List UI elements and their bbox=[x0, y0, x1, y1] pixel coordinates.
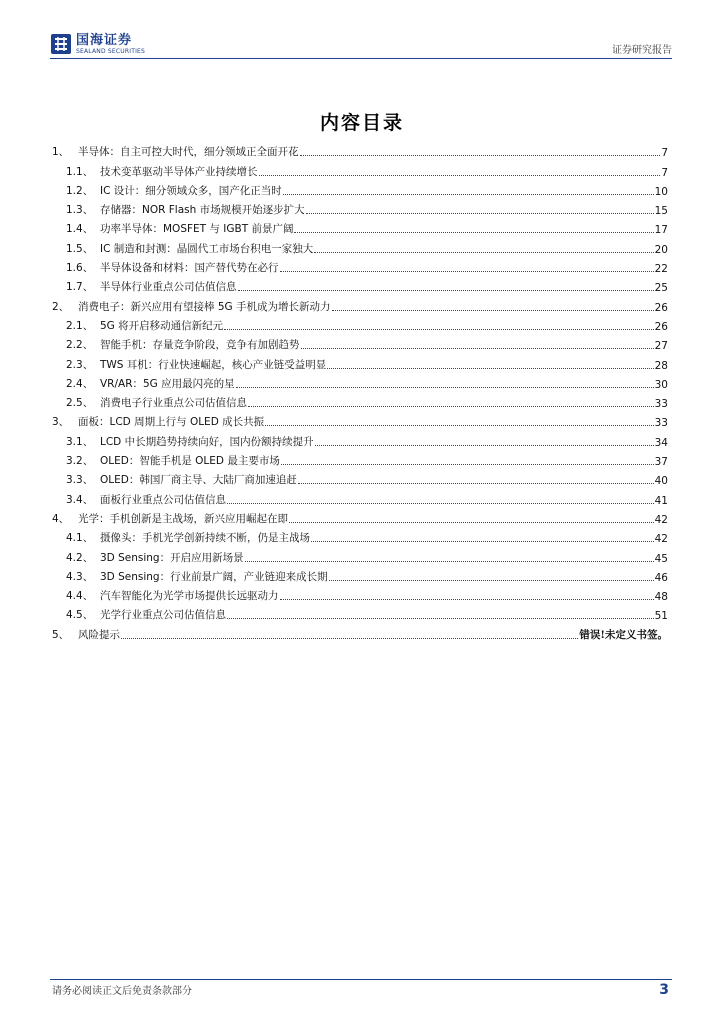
toc-entry-number: 3.1、 bbox=[66, 435, 94, 448]
toc-entry[interactable] bbox=[52, 294, 668, 313]
toc-entry-number: 2、 bbox=[52, 300, 70, 313]
toc-entry-number: 2.2、 bbox=[66, 339, 94, 352]
toc-dot-leader bbox=[311, 541, 654, 542]
toc-dot-leader bbox=[306, 213, 654, 214]
toc-entry-page[interactable]: 26 bbox=[654, 301, 668, 314]
toc-entry-page[interactable]: 41 bbox=[654, 494, 668, 507]
toc-entry-number: 2.3、 bbox=[66, 358, 94, 371]
company-logo bbox=[50, 33, 145, 55]
toc-entry-page[interactable]: 46 bbox=[654, 571, 668, 584]
toc-entry-number: 2.4、 bbox=[66, 377, 94, 390]
toc-entry-title[interactable]: 3D Sensing：行业前景广阔，产业链迎来成长期 bbox=[100, 570, 328, 583]
toc-dot-leader bbox=[280, 271, 654, 272]
sealand-logo-icon bbox=[50, 33, 72, 55]
toc-entry[interactable] bbox=[52, 449, 668, 468]
toc-entry-title[interactable]: 汽车智能化为光学市场提供长远驱动力 bbox=[100, 590, 279, 603]
page-header bbox=[50, 30, 672, 60]
toc-entry-page[interactable]: 42 bbox=[654, 533, 668, 546]
toc-entry-title[interactable]: 光学：手机创新是主战场，新兴应用崛起在即 bbox=[78, 512, 288, 525]
toc-entry-title[interactable]: 3D Sensing：开启应用新场景 bbox=[100, 551, 244, 564]
toc-entry-title[interactable]: 面板行业重点公司估值信息 bbox=[100, 493, 226, 506]
toc-entry-page[interactable]: 40 bbox=[654, 475, 668, 488]
toc-entry-page[interactable]: 33 bbox=[654, 398, 668, 411]
toc-dot-leader bbox=[298, 483, 654, 484]
report-type-label: 证券研究报告 bbox=[612, 45, 672, 56]
toc-entry[interactable] bbox=[52, 159, 668, 178]
toc-dot-leader bbox=[283, 194, 654, 195]
toc-entry[interactable] bbox=[52, 584, 668, 603]
toc-entry-number: 1.1、 bbox=[66, 165, 94, 178]
toc-dot-leader bbox=[300, 155, 661, 156]
toc-dot-leader bbox=[227, 618, 654, 619]
toc-entry-page[interactable]: 7 bbox=[661, 147, 668, 160]
toc-entry[interactable] bbox=[52, 314, 668, 333]
toc-entry-number: 3.3、 bbox=[66, 474, 94, 487]
toc-entry-title[interactable]: 半导体：自主可控大时代，细分领域正全面开花 bbox=[78, 146, 299, 159]
toc-entry-page[interactable]: 20 bbox=[654, 243, 668, 256]
toc-entry-page[interactable]: 48 bbox=[654, 591, 668, 604]
toc-dot-leader bbox=[236, 387, 654, 388]
toc-entry-page[interactable]: 37 bbox=[654, 456, 668, 469]
toc-entry[interactable] bbox=[52, 603, 668, 622]
toc-entry-title[interactable]: TWS 耳机：行业快速崛起，核心产业链受益明显 bbox=[100, 358, 327, 371]
toc-dot-leader bbox=[248, 406, 654, 407]
toc-entry-page[interactable]: 17 bbox=[654, 224, 668, 237]
toc-entry-number: 1.6、 bbox=[66, 262, 94, 275]
footer-divider bbox=[50, 979, 672, 980]
toc-entry-page[interactable]: 51 bbox=[654, 610, 668, 623]
toc-dot-leader bbox=[289, 522, 654, 523]
toc-dot-leader bbox=[327, 368, 653, 369]
toc-entry[interactable] bbox=[52, 333, 668, 352]
toc-entry-title[interactable]: 摄像头：手机光学创新持续不断，仍是主战场 bbox=[100, 532, 310, 545]
toc-entry[interactable] bbox=[52, 198, 668, 217]
toc-entry-number: 1.7、 bbox=[66, 281, 94, 294]
toc-entry-number: 1.5、 bbox=[66, 242, 94, 255]
toc-entry[interactable] bbox=[52, 487, 668, 506]
toc-entry-title[interactable]: 半导体行业重点公司估值信息 bbox=[100, 281, 237, 294]
toc-entry-title[interactable]: OLED：智能手机是 OLED 最主要市场 bbox=[100, 455, 280, 468]
toc-entry-title[interactable]: 面板：LCD 周期上行与 OLED 成长共振 bbox=[78, 416, 265, 429]
toc-entry-title[interactable]: 消费电子：新兴应用有望接棒 5G 手机成为增长新动力 bbox=[78, 300, 331, 313]
logo-english-name: SEALAND SECURITIES bbox=[76, 47, 146, 55]
toc-entry-number: 1、 bbox=[52, 146, 70, 159]
logo-chinese-name: 国海证券 bbox=[76, 32, 133, 48]
toc-entry-number: 4.4、 bbox=[66, 590, 94, 603]
toc-entry-page[interactable]: 10 bbox=[654, 185, 668, 198]
toc-dot-leader bbox=[224, 329, 653, 330]
toc-entry-number: 3.2、 bbox=[66, 455, 94, 468]
toc-dot-leader bbox=[294, 232, 653, 233]
toc-entry-page[interactable]: 42 bbox=[654, 513, 668, 526]
toc-dot-leader bbox=[281, 464, 654, 465]
toc-entry-title[interactable]: 技术变革驱动半导体产业持续增长 bbox=[100, 165, 258, 178]
toc-dot-leader bbox=[259, 175, 661, 176]
header-divider bbox=[50, 58, 672, 59]
toc-entry-number: 2.5、 bbox=[66, 397, 94, 410]
toc-entry-page[interactable]: 26 bbox=[654, 320, 668, 333]
toc-entry-page[interactable]: 45 bbox=[654, 552, 668, 565]
toc-dot-leader bbox=[332, 310, 654, 311]
toc-entry-number: 3.4、 bbox=[66, 493, 94, 506]
toc-dot-leader bbox=[280, 599, 654, 600]
toc-entry-title[interactable]: 半导体设备和材料：国产替代势在必行 bbox=[100, 262, 279, 275]
table-of-contents bbox=[52, 140, 668, 642]
toc-entry[interactable] bbox=[52, 507, 668, 526]
toc-entry-number: 4.3、 bbox=[66, 570, 94, 583]
toc-entry[interactable] bbox=[52, 410, 668, 429]
toc-entry-title[interactable]: 5G 将开启移动通信新纪元 bbox=[100, 319, 224, 332]
toc-entry[interactable] bbox=[52, 236, 668, 255]
toc-title: 内容目录 bbox=[319, 112, 404, 134]
toc-entry[interactable] bbox=[52, 372, 668, 391]
toc-entry-title[interactable]: 光学行业重点公司估值信息 bbox=[100, 609, 226, 622]
toc-entry-title[interactable]: 智能手机：存量竞争阶段，竞争有加剧趋势 bbox=[100, 339, 300, 352]
toc-dot-leader bbox=[315, 445, 654, 446]
toc-entry-page[interactable]: 错误!未定义书签。 bbox=[579, 628, 668, 641]
toc-entry-page[interactable]: 22 bbox=[654, 263, 668, 276]
toc-entry[interactable] bbox=[52, 352, 668, 371]
toc-entry-number: 5、 bbox=[52, 628, 70, 641]
toc-entry[interactable] bbox=[52, 565, 668, 584]
toc-entry-number: 4.2、 bbox=[66, 551, 94, 564]
toc-entry[interactable] bbox=[52, 526, 668, 545]
toc-entry-title[interactable]: 风险提示 bbox=[78, 628, 120, 641]
toc-entry-number: 4、 bbox=[52, 512, 70, 525]
toc-entry-title[interactable]: 消费电子行业重点公司估值信息 bbox=[100, 397, 247, 410]
toc-entry-title[interactable]: LCD 中长期趋势持续向好，国内份额持续提升 bbox=[100, 435, 314, 448]
toc-entry[interactable] bbox=[52, 429, 668, 448]
toc-entry-number: 3、 bbox=[52, 416, 70, 429]
toc-entry[interactable] bbox=[52, 468, 668, 487]
toc-entry[interactable] bbox=[52, 179, 668, 198]
toc-entry-page[interactable]: 15 bbox=[654, 205, 668, 218]
toc-entry-title[interactable]: IC 制造和封测：晶圆代工市场台积电一家独大 bbox=[100, 242, 314, 255]
toc-entry-page[interactable]: 27 bbox=[654, 340, 668, 353]
toc-dot-leader bbox=[301, 348, 654, 349]
toc-dot-leader bbox=[238, 290, 654, 291]
toc-entry[interactable] bbox=[52, 256, 668, 275]
toc-entry-page[interactable]: 34 bbox=[654, 436, 668, 449]
toc-entry[interactable] bbox=[52, 545, 668, 564]
toc-entry-title[interactable]: VR/AR：5G 应用最闪亮的星 bbox=[100, 377, 235, 390]
toc-entry-number: 1.2、 bbox=[66, 184, 94, 197]
toc-entry-title[interactable]: 存储器：NOR Flash 市场规模开始逐步扩大 bbox=[100, 204, 305, 217]
toc-entry-title[interactable]: 功率半导体：MOSFET 与 IGBT 前景广阔 bbox=[100, 223, 294, 236]
toc-entry-page[interactable]: 30 bbox=[654, 378, 668, 391]
toc-entry-page[interactable]: 28 bbox=[654, 359, 668, 372]
toc-entry-page[interactable]: 7 bbox=[661, 166, 668, 179]
toc-entry[interactable] bbox=[52, 275, 668, 294]
toc-entry[interactable] bbox=[52, 140, 668, 159]
toc-entry-number: 4.5、 bbox=[66, 609, 94, 622]
toc-dot-leader bbox=[227, 503, 654, 504]
toc-entry[interactable] bbox=[52, 622, 668, 641]
toc-entry[interactable] bbox=[52, 217, 668, 236]
toc-entry-title[interactable]: IC 设计：细分领域众多，国产化正当时 bbox=[100, 184, 282, 197]
toc-dot-leader bbox=[245, 561, 654, 562]
toc-entry-number: 1.3、 bbox=[66, 204, 94, 217]
toc-dot-leader bbox=[314, 252, 653, 253]
toc-entry[interactable] bbox=[52, 391, 668, 410]
toc-entry-title[interactable]: OLED：韩国厂商主导、大陆厂商加速追赶 bbox=[100, 474, 297, 487]
footer-disclaimer: 请务必阅读正文后免责条款部分 bbox=[52, 986, 192, 997]
toc-entry-number: 4.1、 bbox=[66, 532, 94, 545]
toc-entry-page[interactable]: 33 bbox=[654, 417, 668, 430]
toc-entry-page[interactable]: 25 bbox=[654, 282, 668, 295]
toc-entry-number: 2.1、 bbox=[66, 319, 94, 332]
page-number: 3 bbox=[659, 982, 669, 998]
toc-dot-leader bbox=[329, 580, 654, 581]
toc-entry-number: 1.4、 bbox=[66, 223, 94, 236]
toc-dot-leader bbox=[121, 638, 578, 639]
toc-dot-leader bbox=[265, 425, 654, 426]
